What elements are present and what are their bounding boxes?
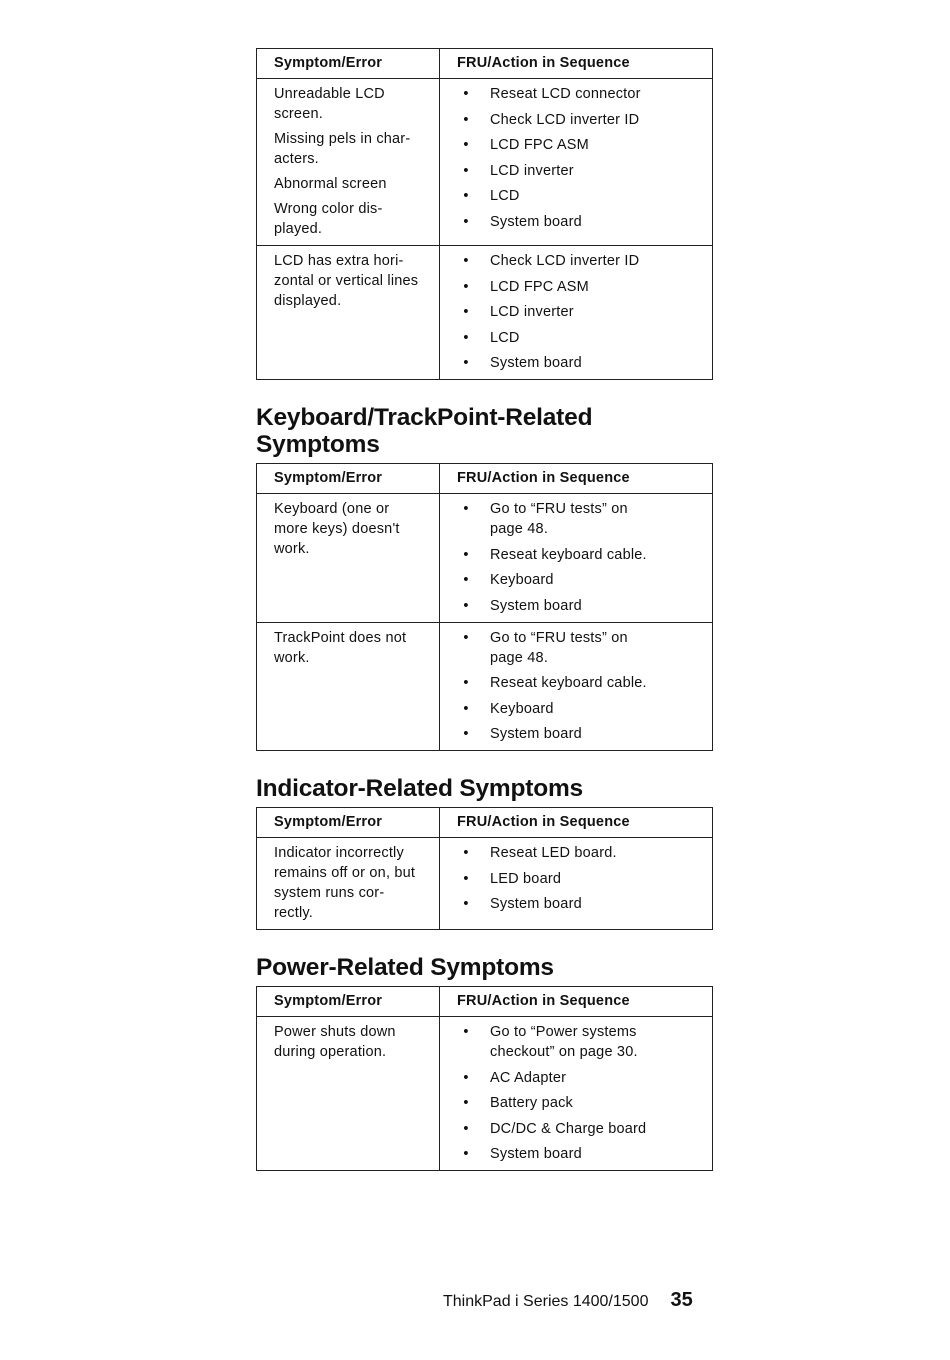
section-title-power: Power-Related Symptoms bbox=[256, 954, 554, 981]
bullet-icon: • bbox=[463, 253, 469, 269]
action-cell bbox=[440, 622, 713, 751]
list-item: • AC Adapter bbox=[455, 1068, 704, 1088]
bullet-icon: • bbox=[463, 278, 469, 295]
action-column-header: FRU/Action in Sequence bbox=[440, 987, 713, 1017]
symptom-column-header: Symptom/Error bbox=[257, 49, 440, 79]
action-cell bbox=[440, 79, 713, 246]
list-item: • LED board bbox=[455, 869, 704, 889]
list-item: • Check LCD inverter ID bbox=[455, 251, 704, 271]
table-row bbox=[257, 1017, 713, 1171]
symptom-text: Power shuts down during operation. bbox=[274, 1024, 396, 1060]
bullet-icon: • bbox=[463, 355, 469, 371]
lcd-symptoms-table bbox=[256, 48, 713, 380]
action-list bbox=[455, 499, 704, 616]
bullet-icon: • bbox=[463, 1146, 469, 1162]
power-symptoms-table bbox=[256, 986, 713, 1171]
list-item: • Reseat LED board. bbox=[455, 843, 704, 863]
list-item: • Check LCD inverter ID bbox=[455, 110, 704, 130]
symptom-text: Missing pels in char- acters. bbox=[274, 131, 411, 167]
action-column-header: FRU/Action in Sequence bbox=[440, 49, 713, 79]
list-item: • LCD bbox=[455, 328, 704, 348]
bullet-icon: • bbox=[463, 304, 469, 320]
list-item: • System board bbox=[455, 1144, 704, 1164]
table-row bbox=[257, 79, 713, 246]
keyboard-symptoms-table bbox=[256, 463, 713, 751]
list-item: • Go to “Power systems checkout” on page 30. bbox=[455, 1022, 660, 1062]
bullet-icon: • bbox=[463, 329, 469, 346]
action-cell bbox=[440, 838, 713, 930]
bullet-icon: • bbox=[463, 845, 469, 861]
symptom-text: LCD has extra hori- zontal or vertical lines displayed. bbox=[274, 253, 419, 309]
bullet-icon: • bbox=[463, 597, 469, 614]
list-item: • Reseat keyboard cable. bbox=[455, 545, 704, 565]
table-header-row bbox=[257, 808, 713, 838]
bullet-icon: • bbox=[463, 700, 469, 717]
symptom-text: Abnormal screen bbox=[274, 176, 387, 192]
action-cell bbox=[440, 494, 713, 623]
bullet-icon: • bbox=[463, 896, 469, 912]
bullet-icon: • bbox=[463, 870, 469, 887]
symptom-text: TrackPoint does not work. bbox=[274, 629, 407, 666]
page-footer bbox=[443, 1289, 693, 1312]
list-item: • LCD FPC ASM bbox=[455, 135, 704, 155]
action-list bbox=[455, 628, 704, 745]
symptom-text: Unreadable LCD screen. bbox=[274, 86, 385, 122]
bullet-icon: • bbox=[463, 501, 469, 517]
action-list bbox=[455, 843, 704, 914]
bullet-icon: • bbox=[463, 1095, 469, 1111]
list-item: • System board bbox=[455, 596, 704, 616]
symptom-text: Wrong color dis- played. bbox=[274, 201, 383, 237]
bullet-icon: • bbox=[463, 675, 469, 691]
footer-title: ThinkPad i Series 1400/1500 bbox=[443, 1293, 649, 1310]
list-item: • Battery pack bbox=[455, 1093, 704, 1113]
table-header-row bbox=[257, 464, 713, 494]
list-item: • System board bbox=[455, 212, 704, 232]
list-item: • LCD inverter bbox=[455, 302, 704, 322]
bullet-icon: • bbox=[463, 188, 469, 204]
symptom-column-header: Symptom/Error bbox=[257, 987, 440, 1017]
action-list bbox=[455, 84, 704, 232]
list-item: • Keyboard bbox=[455, 699, 704, 719]
symptom-cell bbox=[257, 838, 440, 930]
bullet-icon: • bbox=[463, 546, 469, 563]
bullet-icon: • bbox=[463, 86, 469, 102]
bullet-icon: • bbox=[463, 1120, 469, 1137]
symptom-column-header: Symptom/Error bbox=[257, 464, 440, 494]
section-title-indicator: Indicator-Related Symptoms bbox=[256, 775, 583, 802]
list-item: • System board bbox=[455, 724, 704, 744]
list-item: • Reseat keyboard cable. bbox=[455, 673, 704, 693]
table-row bbox=[257, 838, 713, 930]
bullet-icon: • bbox=[463, 1069, 469, 1086]
action-column-header: FRU/Action in Sequence bbox=[440, 808, 713, 838]
bullet-icon: • bbox=[463, 629, 469, 646]
table-header-row bbox=[257, 987, 713, 1017]
list-item: • System board bbox=[455, 894, 704, 914]
indicator-symptoms-table bbox=[256, 807, 713, 930]
symptom-cell bbox=[257, 1017, 440, 1171]
list-item: • Reseat LCD connector bbox=[455, 84, 704, 104]
page-number: 35 bbox=[670, 1289, 693, 1311]
action-cell bbox=[440, 246, 713, 380]
symptom-cell bbox=[257, 79, 440, 246]
action-list bbox=[455, 1022, 704, 1164]
symptom-text: Indicator incorrectly remains off or on, but system runs cor- rectly. bbox=[274, 845, 416, 921]
bullet-icon: • bbox=[463, 137, 469, 153]
bullet-icon: • bbox=[463, 213, 469, 230]
symptom-cell bbox=[257, 494, 440, 623]
page-content bbox=[256, 48, 713, 1171]
symptom-text: Keyboard (one or more keys) doesn't work. bbox=[274, 501, 400, 557]
bullet-icon: • bbox=[463, 572, 469, 588]
symptom-cell bbox=[257, 622, 440, 751]
list-item: • System board bbox=[455, 353, 704, 373]
table-row bbox=[257, 246, 713, 380]
list-item: • Go to “FRU tests” on page 48. bbox=[455, 499, 640, 539]
list-item: • DC/DC & Charge board bbox=[455, 1119, 704, 1139]
table-row bbox=[257, 622, 713, 751]
table-row bbox=[257, 494, 713, 623]
bullet-icon: • bbox=[463, 1024, 469, 1040]
bullet-icon: • bbox=[463, 111, 469, 128]
symptom-column-header: Symptom/Error bbox=[257, 808, 440, 838]
section-title-keyboard: Keyboard/TrackPoint-Related Symptoms bbox=[256, 404, 593, 458]
table-header-row bbox=[257, 49, 713, 79]
list-item: • Go to “FRU tests” on page 48. bbox=[455, 628, 640, 668]
list-item: • LCD inverter bbox=[455, 161, 704, 181]
list-item: • Keyboard bbox=[455, 570, 704, 590]
list-item: • LCD FPC ASM bbox=[455, 277, 704, 297]
bullet-icon: • bbox=[463, 162, 469, 179]
action-list bbox=[455, 251, 704, 373]
list-item: • LCD bbox=[455, 186, 704, 206]
symptom-cell bbox=[257, 246, 440, 380]
bullet-icon: • bbox=[463, 726, 469, 742]
action-cell bbox=[440, 1017, 713, 1171]
action-column-header: FRU/Action in Sequence bbox=[440, 464, 713, 494]
